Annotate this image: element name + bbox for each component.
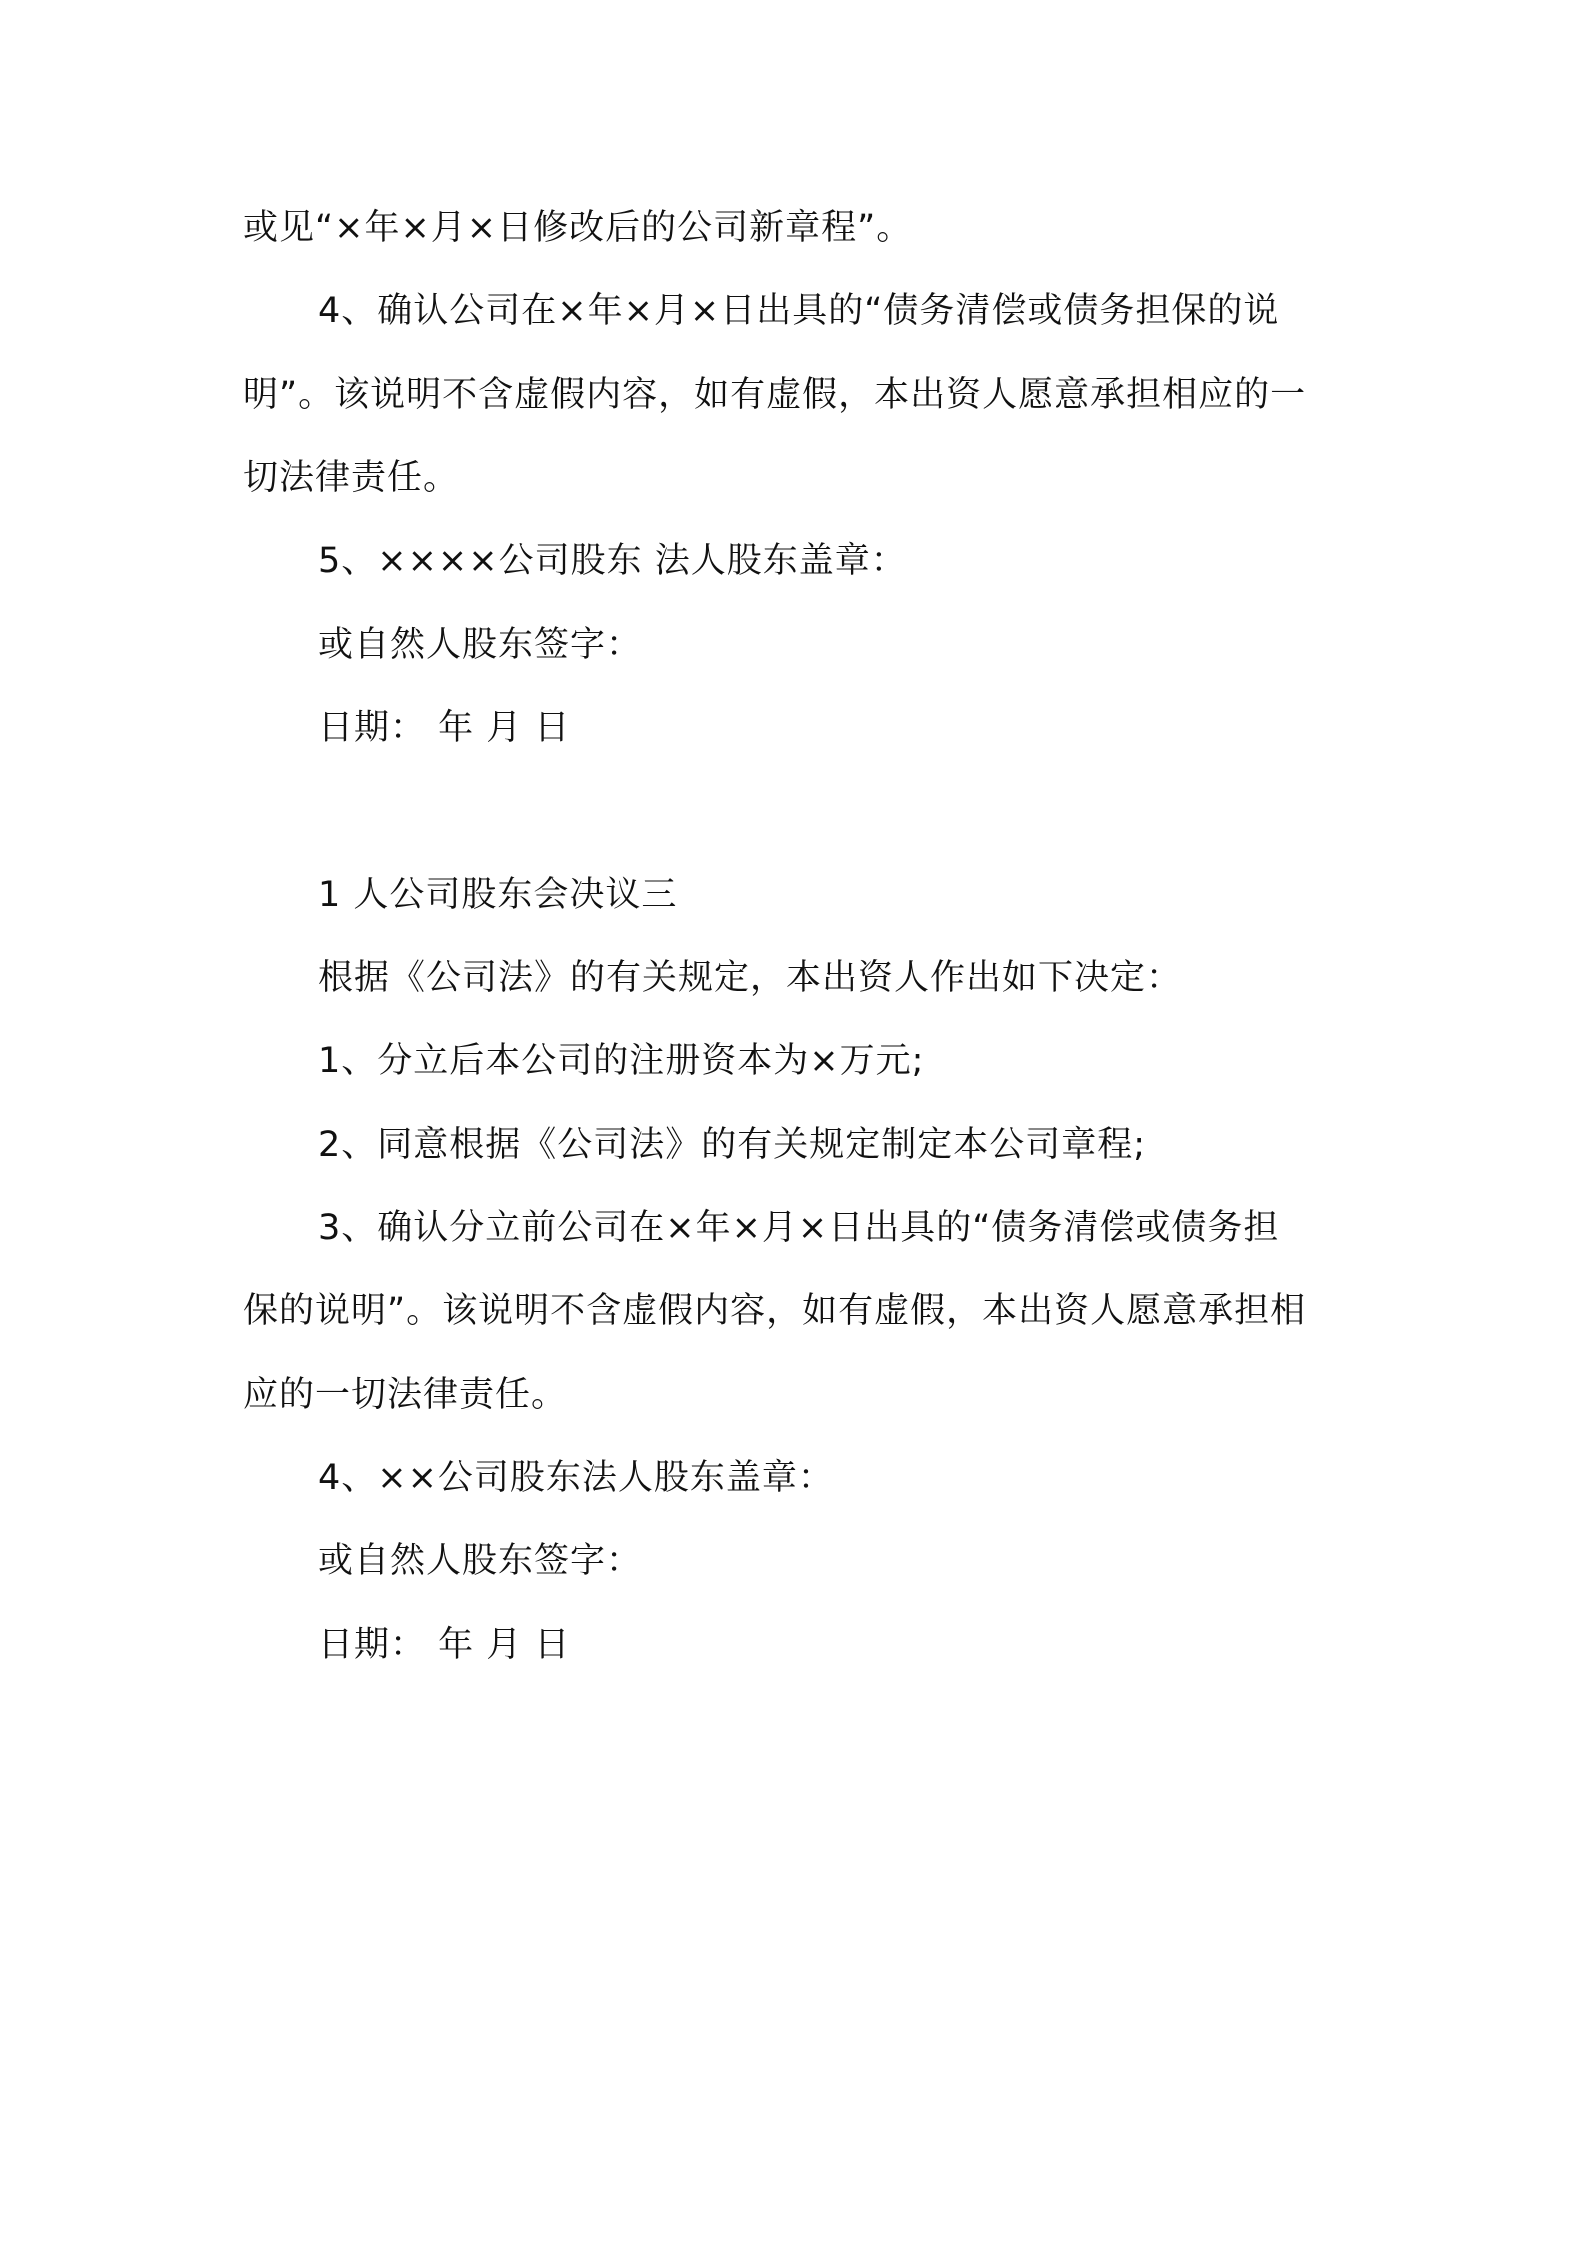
text-line: 或自然人股东签字： — [318, 625, 643, 665]
section-title: 1 人公司股东会决议三 — [318, 875, 678, 915]
text-line: 或自然人股东签字： — [318, 1541, 643, 1581]
text-line: 明”。该说明不含虚假内容，如有虚假，本出资人愿意承担相应的一 — [243, 375, 1307, 415]
text-line: 切法律责任。 — [243, 458, 460, 498]
text-line: 2、同意根据《公司法》的有关规定制定本公司章程; — [318, 1125, 1147, 1165]
text-line: 根据《公司法》的有关规定，本出资人作出如下决定： — [318, 958, 1183, 998]
text-line: 保的说明”。该说明不含虚假内容，如有虚假，本出资人愿意承担相 — [243, 1291, 1307, 1331]
text-line: 或见“×年×月×日修改后的公司新章程”。 — [243, 208, 913, 248]
text-line: 1、分立后本公司的注册资本为×万元; — [318, 1041, 925, 1081]
text-line: 4、确认公司在×年×月×日出具的“债务清偿或债务担保的说 — [318, 291, 1280, 331]
text-line: 5、××××公司股东 法人股东盖章： — [318, 541, 907, 581]
text-line: 日期： 年 月 日 — [318, 1625, 571, 1665]
text-line: 应的一切法律责任。 — [243, 1375, 568, 1415]
text-line: 3、确认分立前公司在×年×月×日出具的“债务清偿或债务担 — [318, 1208, 1280, 1248]
text-line: 4、××公司股东法人股东盖章： — [318, 1458, 834, 1498]
text-line: 日期： 年 月 日 — [318, 708, 571, 748]
